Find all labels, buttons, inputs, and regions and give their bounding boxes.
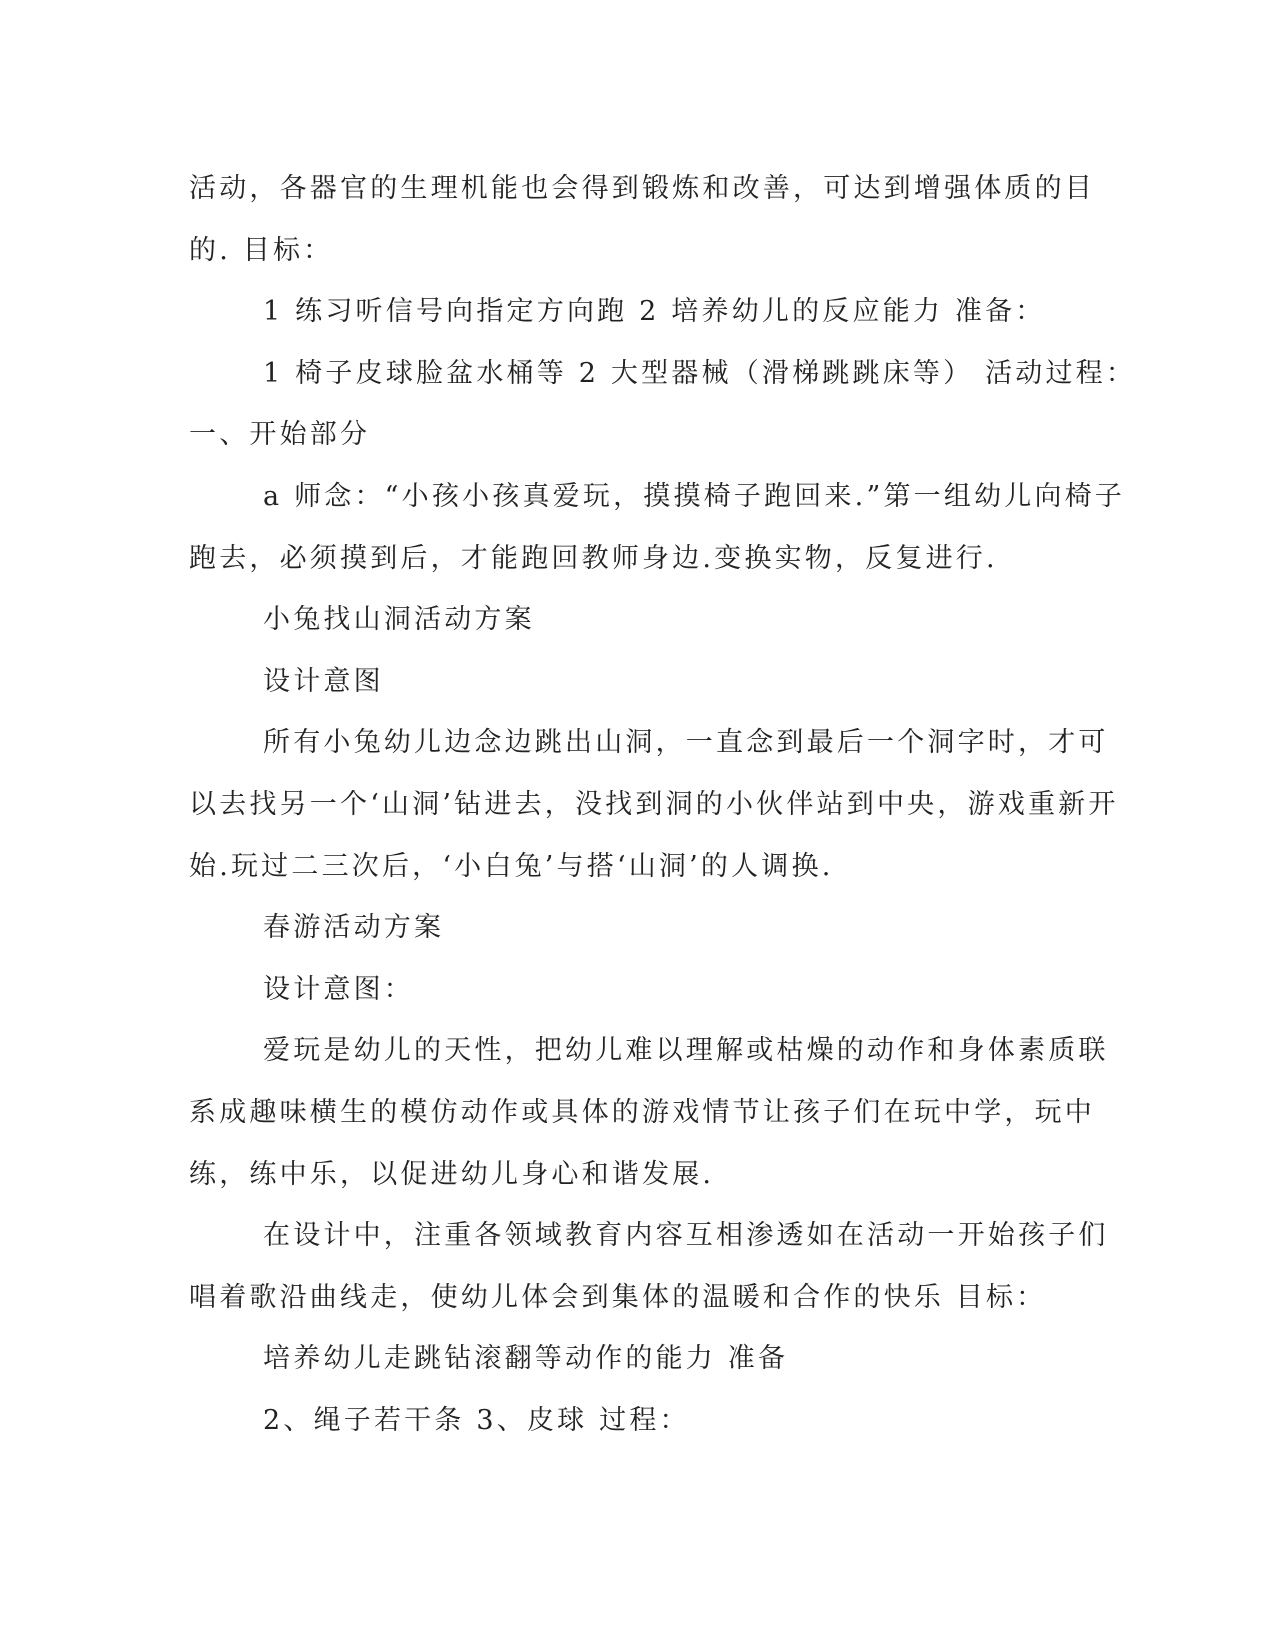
- design-intent-heading-1: 设计意图: [263, 665, 384, 697]
- text-line-17: 练，练中乐，以促进幼儿身心和谐发展.: [189, 1158, 715, 1190]
- text-line-21: 2、绳子若干条 3、皮球 过程：: [263, 1404, 690, 1436]
- text-line-3: 1 练习听信号向指定方向跑 2 培养幼儿的反应能力 准备：: [263, 296, 1046, 328]
- text-line-1: 活动，各器官的生理机能也会得到锻炼和改善，可达到增强体质的目: [189, 173, 1095, 204]
- text-line-18: 在设计中，注重各领域教育内容互相渗透如在活动一开始孩子们: [263, 1220, 1109, 1252]
- plan-title-rabbit: 小兔找山洞活动方案: [263, 604, 535, 636]
- text-line-16: 系成趣味横生的模仿动作或具体的游戏情节让孩子们在玩中学，玩中: [189, 1096, 1095, 1128]
- text-line-10: 所有小兔幼儿边念边跳出山洞，一直念到最后一个洞字时，才可: [263, 727, 1109, 759]
- design-intent-heading-2: 设计意图：: [263, 973, 414, 1005]
- plan-title-spring-outing: 春游活动方案: [263, 912, 445, 944]
- text-line-7: 跑去，必须摸到后，才能跑回教师身边.变换实物，反复进行.: [189, 542, 998, 574]
- text-line-11: 以去找另一个‘山洞’钻进去，没找到洞的小伙伴站到中央，游戏重新开: [189, 788, 1119, 820]
- text-line-12: 始.玩过二三次后，‘小白兔’与搭‘山洞’的人调换.: [189, 850, 834, 882]
- text-line-15: 爱玩是幼儿的天性，把幼儿难以理解或枯燥的动作和身体素质联: [263, 1035, 1109, 1067]
- section-heading: 一、开始部分: [189, 419, 371, 451]
- text-line-2: 的. 目标：: [189, 234, 334, 266]
- text-line-6: a 师念：“小孩小孩真爱玩，摸摸椅子跑回来.”第一组幼儿向椅子: [263, 480, 1126, 512]
- document-body: [189, 158, 1137, 1451]
- text-line-20: 培养幼儿走跳钻滚翻等动作的能力 准备: [263, 1343, 789, 1375]
- text-line-19: 唱着歌沿曲线走，使幼儿体会到集体的温暖和合作的快乐 目标：: [189, 1281, 1047, 1313]
- text-line-4: 1 椅子皮球脸盆水桶等 2 大型器械（滑梯跳跳床等） 活动过程：: [263, 357, 1137, 389]
